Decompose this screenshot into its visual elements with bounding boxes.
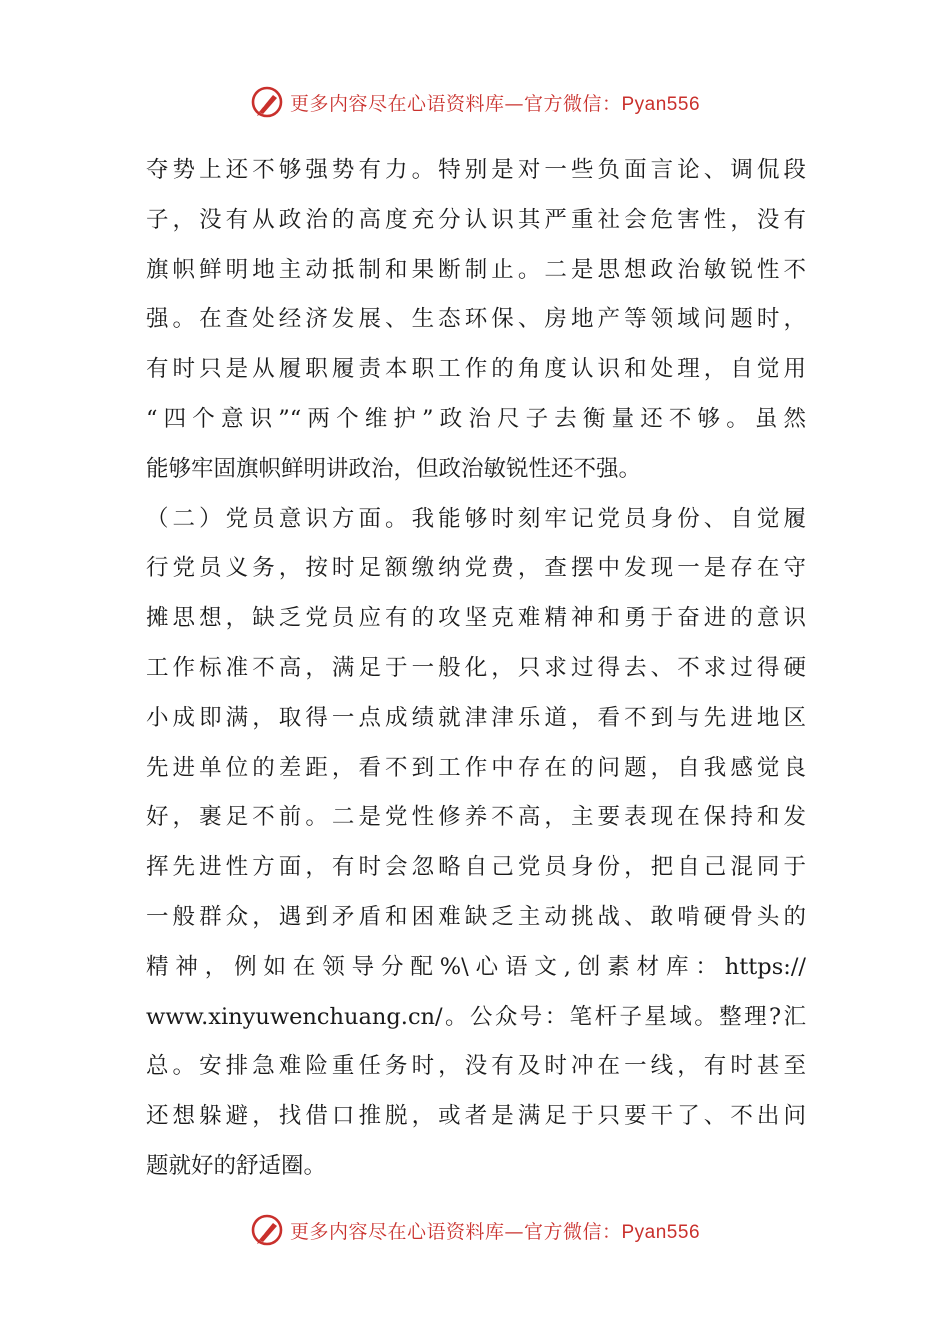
text-line: 工作标准不高，满足于一般化，只求过得去、不求过得硬 — [146, 654, 806, 681]
text-line: 先进单位的差距，看不到工作中存在的问题，自我感觉良 — [146, 754, 806, 781]
footer-watermark — [0, 1210, 950, 1250]
text-line: 摊思想，缺乏党员应有的攻坚克难精神和勇于奋进的意识 — [146, 605, 806, 632]
watermark-text: 更多内容尽在心语资料库—官方微信：Pyan556 — [289, 92, 701, 115]
document-body — [146, 146, 806, 1192]
text-line: 强。在查处经济发展、生态环保、房地产等领域问题时， — [146, 306, 806, 333]
text-line: （二）党员意识方面。我能够时刻牢记党员身份、自觉履 — [146, 505, 806, 532]
text-line: 能够牢固旗帜鲜明讲政治，但政治敏锐性还不强。 — [146, 455, 642, 482]
text-line: 还想躲避，找借口推脱，或者是满足于只要干了、不出问 — [146, 1103, 806, 1130]
text-line: 有时只是从履职履责本职工作的角度认识和处理，自觉用 — [146, 356, 806, 383]
text-line: “四个意识”“两个维护”政治尺子去衡量还不够。虽然 — [146, 405, 806, 432]
pen-logo-icon — [250, 1213, 284, 1247]
text-line: 行党员义务，按时足额缴纳党费，查摆中发现一是存在守 — [146, 555, 806, 582]
text-line: 一般群众，遇到矛盾和困难缺乏主动挑战、敢啃硬骨头的 — [146, 903, 806, 930]
text-line: 夺势上还不够强势有力。特别是对一些负面言论、调侃段 — [146, 157, 806, 183]
text-line: www.xinyuwenchuang.cn/。公众号：笔杆子星域。整理?汇 — [146, 1003, 806, 1030]
text-line: 题就好的舒适圈。 — [146, 1152, 327, 1179]
text-line: 精神，例如在领导分配%\心语文,创素材库：https:// — [146, 953, 806, 980]
header-watermark — [0, 82, 950, 122]
text-line: 小成即满，取得一点成绩就津津乐道，看不到与先进地区 — [146, 704, 806, 731]
pen-logo-icon — [250, 85, 284, 119]
text-line: 子，没有从政治的高度充分认识其严重社会危害性，没有 — [146, 206, 806, 233]
watermark-text: 更多内容尽在心语资料库—官方微信：Pyan556 — [289, 1220, 701, 1243]
text-line: 好，裹足不前。二是党性修养不高，主要表现在保持和发 — [146, 804, 806, 831]
text-line: 旗帜鲜明地主动抵制和果断制止。二是思想政治敏锐性不 — [146, 256, 806, 283]
text-line: 总。安排急难险重任务时，没有及时冲在一线，有时甚至 — [146, 1053, 806, 1080]
text-line: 挥先进性方面，有时会忽略自己党员身份，把自己混同于 — [146, 854, 806, 881]
